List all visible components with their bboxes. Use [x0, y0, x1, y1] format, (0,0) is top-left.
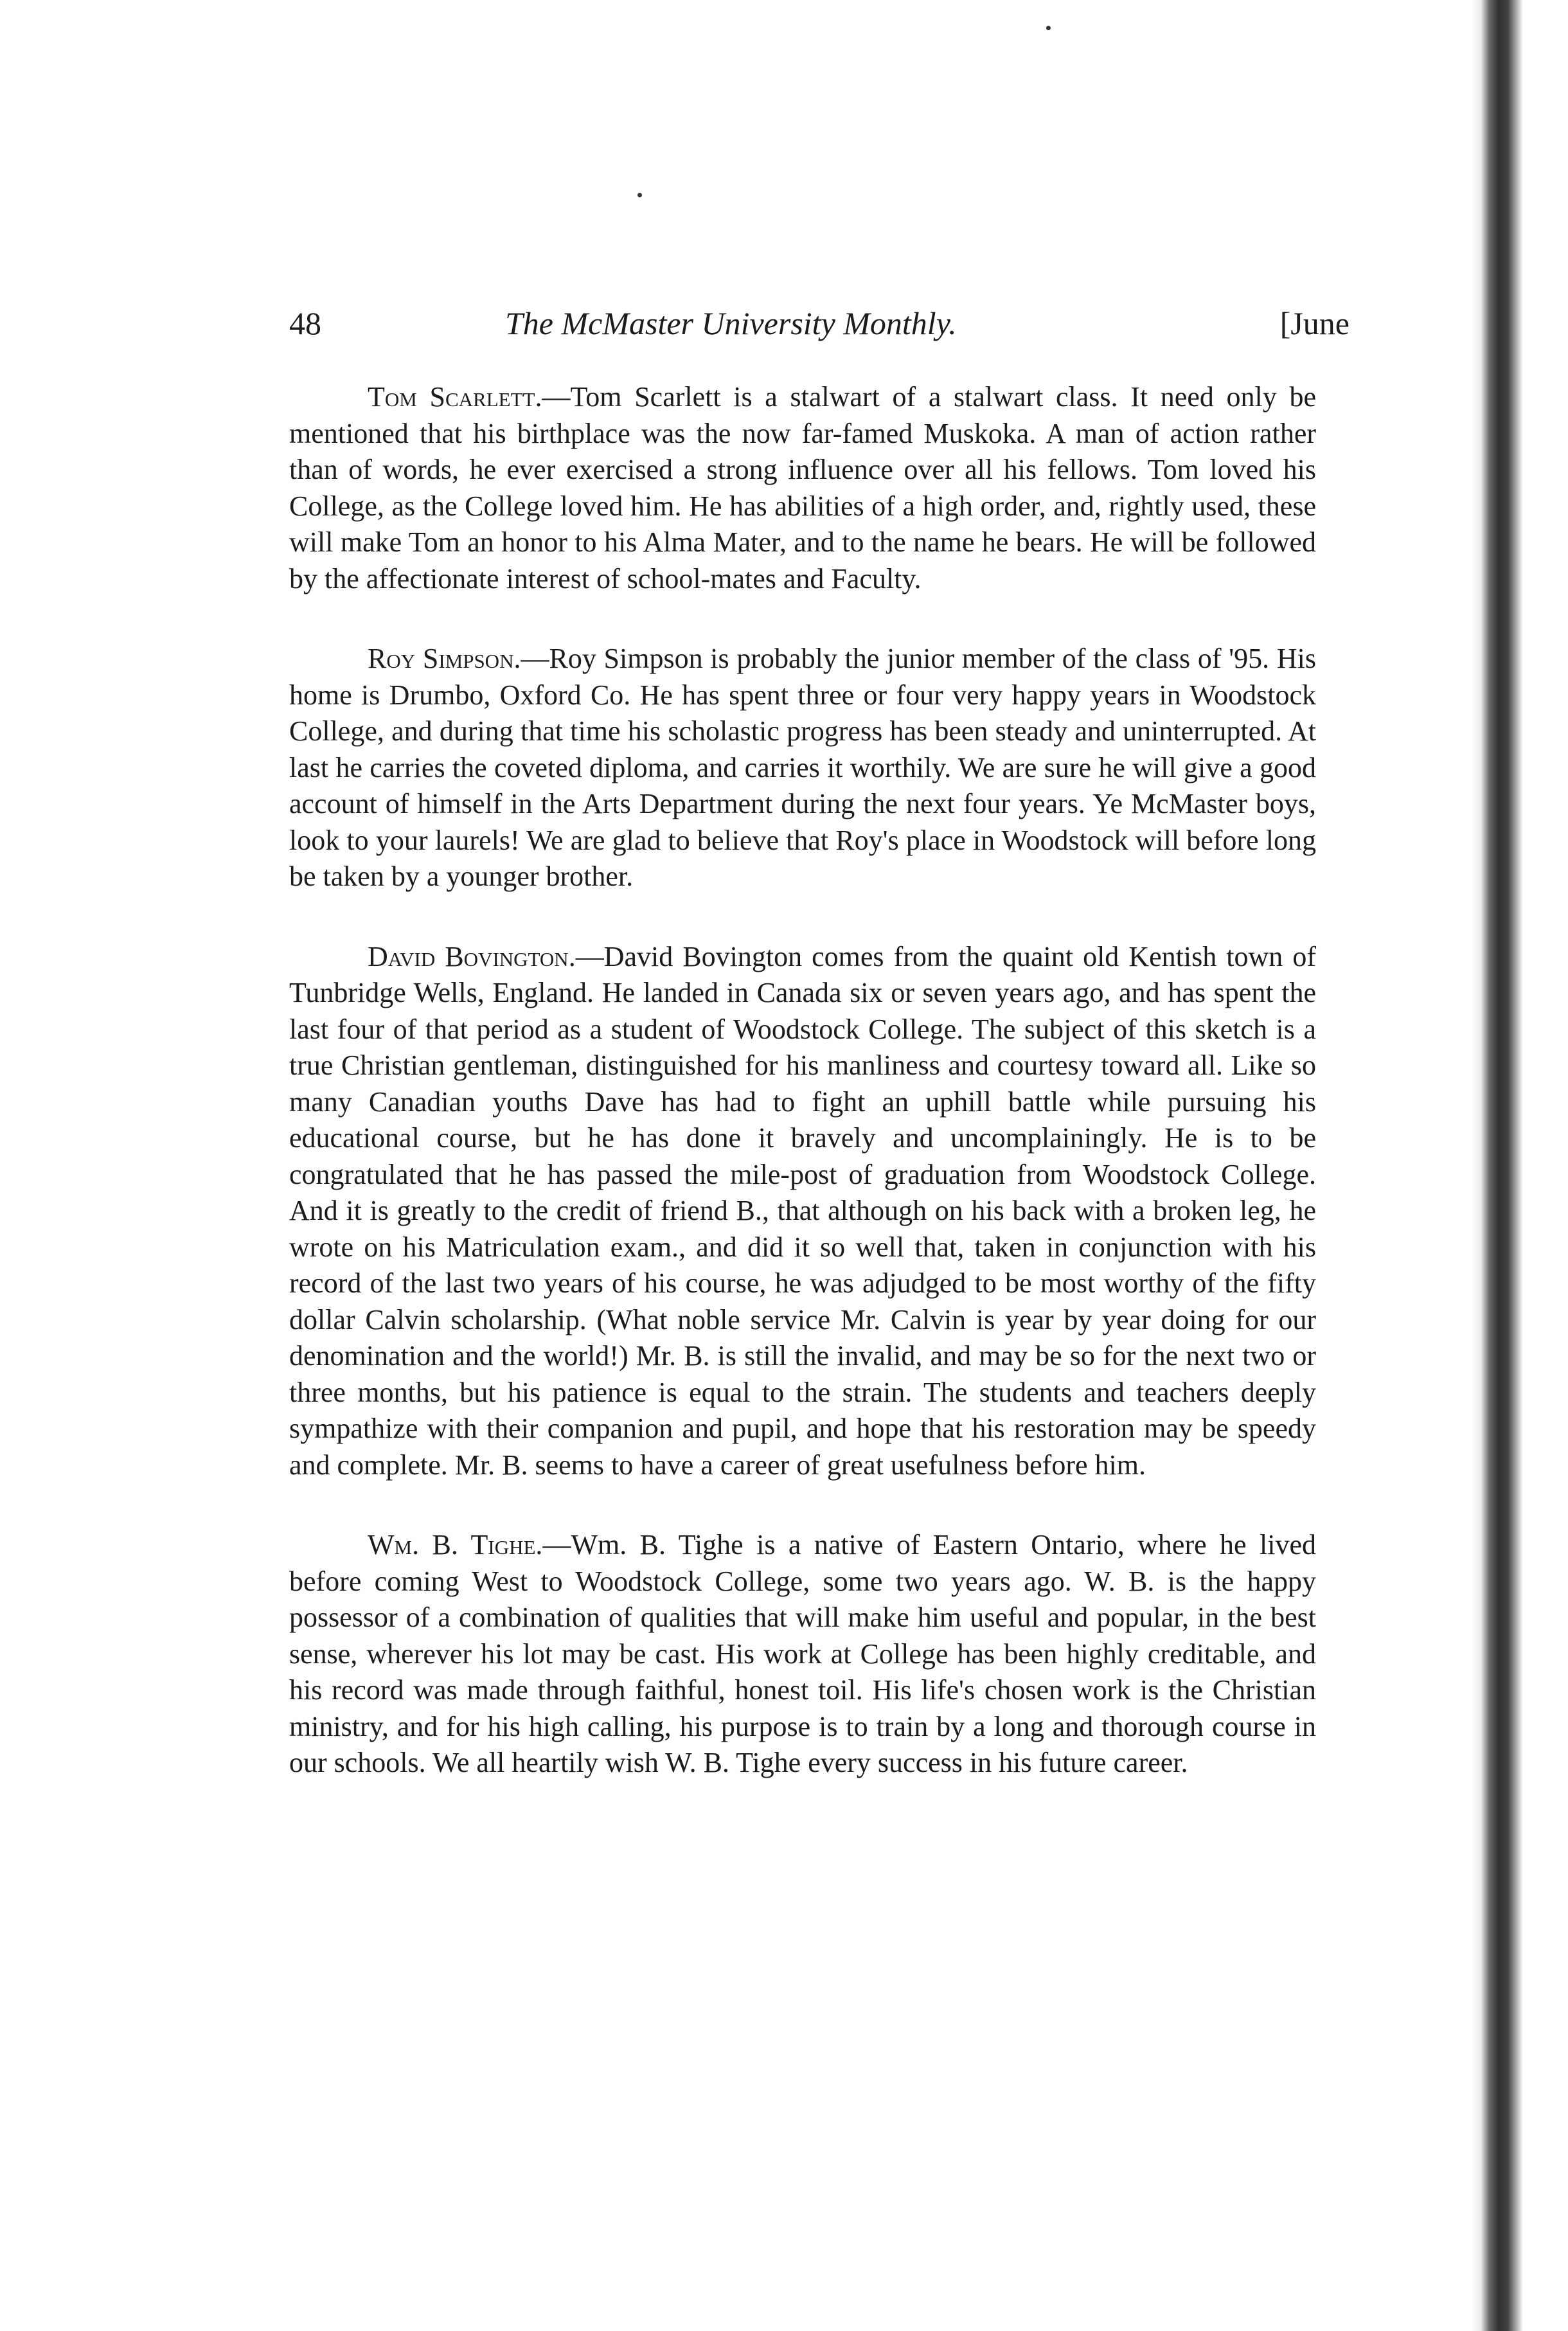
entry-text: —David Bovington comes from the quaint old Kentish town of Tunbridge Wells, England. He landed in Canada six or seven years ago, and has spent the last four of that period as a student of Woodstock College. The subject of this sketch is a true Christian gentleman, distinguished for his manliness and courtesy toward all. Like so many Canadian youths Dave has had to fight an uphill battle while pursuing his educational course, but he has done it bravely and uncomplainingly. He is to be congratulated that he has passed the mile-post of graduation from Woodstock College. And it is greatly to the credit of friend B., that although on his back with a broken leg, he wrote on his Matriculation exam., and did it so well that, taken in conjunction with his record of the last two years of his course, he was adjudged to be most worthy of the fifty dollar Calvin scholarship. (What noble service Mr. Calvin is year by year doing for our denomination and the world!) Mr. B. is still the invalid, and may be so for the next two or three months, but his patience is equal to the strain. The students and teachers deeply sympathize with their companion and pupil, and hope that his restoration may be speedy and complete. Mr. B. seems to have a career of great usefulness before him. — [289, 940, 1316, 1481]
entry-name: Roy Simpson. — [368, 643, 521, 674]
biography-entry — [289, 379, 1316, 597]
running-header — [289, 301, 1350, 346]
scan-speck — [1046, 26, 1051, 30]
biography-entry — [289, 641, 1316, 895]
entry-text: —Tom Scarlett is a stalwart of a stalwart class. It need only be mentioned that his birthplace was the now far-famed Muskoka. A man of action rather than of words, he ever exercised a strong influence over all his fellows. Tom loved his College, as the College loved him. He has abilities of a high order, and, rightly used, these will make Tom an honor to his Alma Mater, and to the name he bears. He will be followed by the affectionate interest of school-mates and Faculty. — [289, 381, 1316, 594]
entry-name: Wm. B. Tighe. — [368, 1529, 543, 1560]
biography-entry — [289, 1527, 1316, 1782]
scanned-page-edge — [1472, 0, 1523, 2331]
page-number: 48 — [289, 305, 321, 341]
entry-name: Tom Scarlett. — [368, 381, 542, 413]
entry-text: —Roy Simpson is probably the junior member of the class of '95. His home is Drumbo, Oxford Co. He has spent three or four very happy years in Woodstock College, and during that time his scholastic progress has been steady and uninterrupted. At last he carries the coveted diploma, and carries it worthily. We are sure he will give a good account of himself in the Arts Department during the next four years. Ye McMaster boys, look to your laurels! We are glad to believe that Roy's place in Woodstock will before long be taken by a younger brother. — [289, 643, 1316, 892]
article-body — [289, 379, 1316, 1825]
scan-speck — [637, 193, 642, 197]
biography-entry — [289, 939, 1316, 1484]
issue-month: [June — [1279, 305, 1350, 341]
entry-text: —Wm. B. Tighe is a native of Eastern Ontario, where he lived before coming West to Woodstock College, some two years ago. W. B. is the happy possessor of a combination of qualities that will make him useful and popular, in the best sense, wherever his lot may be cast. His work at College has been highly creditable, and his record was made through faithful, honest toil. His life's chosen work is the Christian ministry, and for his high calling, his purpose is to train by a long and thorough course in our schools. We all heartily wish W. B. Tighe every success in his future career. — [289, 1529, 1317, 1778]
journal-title: The McMaster University Monthly. — [505, 305, 957, 341]
entry-name: David Bovington. — [368, 940, 576, 972]
